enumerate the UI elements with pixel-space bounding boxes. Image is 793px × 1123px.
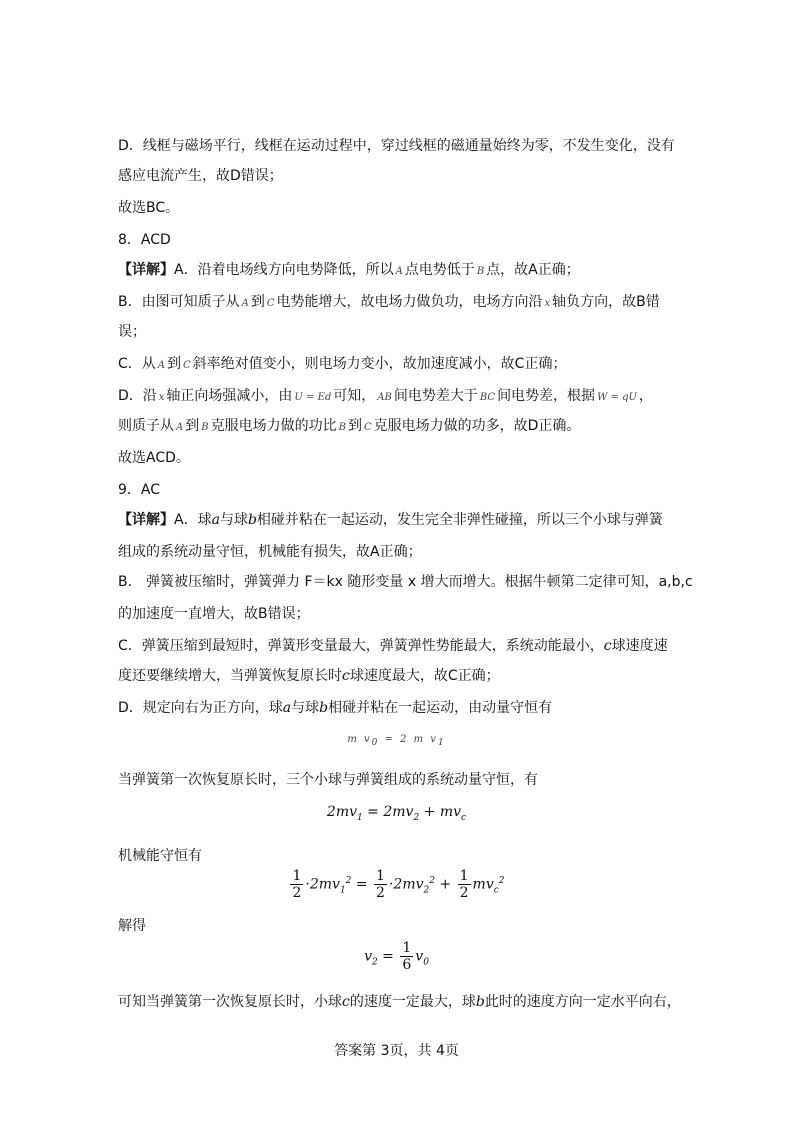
eq-sub: 0 (371, 738, 380, 748)
text: 故选ACD。 (118, 450, 190, 466)
equation-momentum-conservation (0, 804, 793, 823)
text: ， (638, 388, 653, 404)
q9-line-conclusion (118, 992, 681, 1012)
symbol-ab: AB (377, 392, 392, 403)
text: 8．ACD (118, 232, 171, 248)
page-footer: 答案第 3页，共 4页 (334, 1043, 459, 1059)
text: 间电势差大于 (393, 388, 478, 404)
text: 故选BC。 (118, 200, 180, 216)
q9-line-momentum-intro (118, 770, 538, 790)
symbol-a: A (395, 266, 403, 277)
denominator: 2 (459, 885, 469, 901)
question-8-heading (118, 230, 171, 250)
symbol-a-lower: a (211, 512, 220, 528)
eq-part: mv (472, 876, 494, 893)
symbol-a: A (176, 422, 184, 433)
eq-part: = 2mv (362, 804, 414, 820)
text: 斜率绝对值变小，则电场力变小，故加速度减小，故C正确； (192, 356, 567, 372)
text: 与球 (219, 512, 248, 528)
symbol-b-lower: b (247, 512, 257, 528)
eq-part: = 2 m v (379, 734, 438, 745)
line-answer-bc (118, 198, 179, 218)
text: 球速度速 (611, 638, 668, 654)
q8-line-b-cont (118, 322, 146, 342)
question-9-heading (118, 480, 160, 500)
symbol-x: x (544, 298, 551, 309)
text: 的速度一定最大，球 (349, 994, 476, 1010)
numerator: 1 (459, 868, 469, 884)
text: D．线框与磁场平行，线框在运动过程中，穿过线框的磁通量始终为零，不发生变化，没有 (118, 138, 675, 154)
q9-line-d (118, 698, 552, 718)
eq-sup: 2 (498, 875, 505, 886)
symbol-a: A (157, 360, 166, 371)
eq-part: v (364, 948, 372, 965)
text: C．从 (118, 356, 156, 372)
text: 到 (347, 418, 362, 434)
symbol-c-lower: c (342, 668, 350, 684)
equation-v2-result (0, 940, 793, 973)
line-option-d (118, 136, 675, 156)
eq-part: + mv (419, 804, 462, 820)
eq-part: ·2mv (305, 876, 340, 893)
detail-tag: 【详解】 (118, 512, 174, 528)
text: 当弹簧第一次恢复原长时，三个小球与弹簧组成的系统动量守恒，有 (118, 772, 538, 788)
numerator: 1 (292, 868, 302, 884)
text: 与球 (291, 700, 320, 716)
text: 轴正向场强减小，由 (166, 388, 293, 404)
text: 可知， (333, 388, 376, 404)
text: 相碰并粘在一起运动，由动量守恒有 (328, 700, 553, 716)
fraction (374, 868, 387, 901)
fraction (458, 868, 471, 901)
text: 误； (118, 324, 146, 340)
text: 感应电流产生，故D错误； (118, 168, 283, 184)
eq-part: + (434, 876, 456, 893)
line-answer-acd (118, 448, 190, 468)
eq-sub: 2 (371, 957, 378, 968)
eq-sub: 1 (339, 885, 346, 896)
q9-line-a-cont (118, 542, 422, 562)
symbol-c: C (363, 422, 372, 433)
text: 机械能守恒有 (118, 848, 202, 864)
symbol-a: A (241, 298, 249, 309)
text: 球速度最大，故C正确； (349, 668, 500, 684)
text: C．弹簧压缩到最短时，弹簧形变量最大，弹簧弹性势能最大，系统动能最小， (118, 638, 604, 654)
eq-sub: 1 (357, 812, 363, 823)
text: 度还要继续增大，当弹簧恢复原长时 (118, 668, 342, 684)
symbol-c-lower: c (603, 638, 612, 654)
symbol-b-lower: b (475, 994, 485, 1010)
formula-u-ed: U = Ed (294, 392, 332, 403)
text: B． 弹簧被压缩时，弹簧弹力 F＝kx 随形变量 x 增大而增大。根据牛顿第二定律可知，a,b,c (118, 574, 693, 590)
symbol-x: x (158, 392, 165, 403)
fraction (290, 868, 303, 901)
text: 点电势低于 (404, 262, 475, 278)
eq-part: = (377, 948, 399, 965)
text: 电势能增大，故电场力做负功，电场方向沿 (276, 294, 543, 310)
text: 相碰并粘在一起运动，发生完全非弹性碰撞，所以三个小球与弹簧 (256, 512, 663, 528)
q8-line-c (118, 354, 566, 376)
text: 到 (167, 356, 182, 372)
q9-line-solve (118, 916, 146, 936)
eq-sub: 2 (423, 885, 430, 896)
symbol-a-lower: a (282, 700, 292, 716)
text: 的加速度一直增大，故B错误； (118, 606, 310, 622)
q9-line-b (118, 572, 693, 592)
text: 9．AC (118, 482, 161, 498)
eq-sub: 0 (423, 957, 429, 968)
denominator: 6 (402, 957, 412, 973)
formula-w-qu: W = qU (597, 392, 637, 403)
denominator: 2 (292, 885, 302, 901)
eq-sub: 1 (437, 738, 446, 748)
text: 点，故A正确； (486, 262, 580, 278)
eq-sup: 2 (429, 875, 435, 886)
text: A．沿着电场线方向电势降低，所以 (174, 262, 394, 278)
detail-tag: 【详解】 (118, 262, 174, 278)
fraction (400, 940, 413, 973)
numerator: 1 (402, 940, 412, 956)
numerator: 1 (376, 868, 385, 884)
eq-part: = (351, 876, 373, 893)
text: 则质子从 (118, 418, 174, 434)
eq-part: v (415, 948, 424, 965)
symbol-c: C (266, 298, 275, 309)
text: 组成的系统动量守恒，机械能有损失，故A正确； (118, 544, 422, 560)
eq-part: m v (347, 734, 372, 745)
symbol-b-lower: b (319, 700, 329, 716)
equation-momentum-collision (0, 734, 793, 748)
symbol-c-lower: c (342, 994, 350, 1010)
text: 到 (185, 418, 200, 434)
eq-part: 2mv (326, 804, 357, 820)
text: 此时的速度方向一定水平向右， (484, 994, 681, 1010)
symbol-b: B (476, 266, 485, 277)
eq-sup: 2 (345, 875, 352, 886)
denominator: 2 (376, 885, 385, 901)
eq-sub: 2 (413, 812, 420, 823)
text: 到 (250, 294, 265, 310)
equation-energy-conservation (0, 868, 793, 901)
text: A．球 (174, 512, 212, 528)
q9-line-c-cont (118, 666, 500, 686)
text: 间电势差，根据 (497, 388, 596, 404)
text: D．沿 (118, 388, 157, 404)
symbol-b: B (201, 422, 209, 433)
line-option-d-cont (118, 166, 283, 186)
eq-sub: c (493, 885, 499, 896)
eq-sub: c (461, 812, 467, 823)
eq-part: ·2mv (388, 876, 424, 893)
q9-line-b-cont (118, 604, 310, 624)
text: 克服电场力做的功比 (210, 418, 337, 434)
text: 克服电场力做的功多，故D正确。 (373, 418, 581, 434)
symbol-bc: BC (479, 392, 496, 403)
q9-line-energy-intro (118, 846, 202, 866)
q9-line-c (118, 636, 668, 656)
symbol-b: B (338, 422, 346, 433)
text: B．由图可知质子从 (118, 294, 240, 310)
q8-line-b (118, 292, 660, 314)
q9-line-a (118, 510, 663, 530)
text: 可知当弹簧第一次恢复原长时，小球 (118, 994, 342, 1010)
text: 轴负方向，故B错 (552, 294, 660, 310)
text: D．规定向右为正方向，球 (118, 700, 283, 716)
q8-line-d-cont (118, 416, 580, 438)
text: 解得 (118, 918, 146, 934)
q8-line-a (118, 260, 580, 282)
symbol-c: C (183, 360, 191, 371)
q8-line-d (118, 386, 653, 408)
